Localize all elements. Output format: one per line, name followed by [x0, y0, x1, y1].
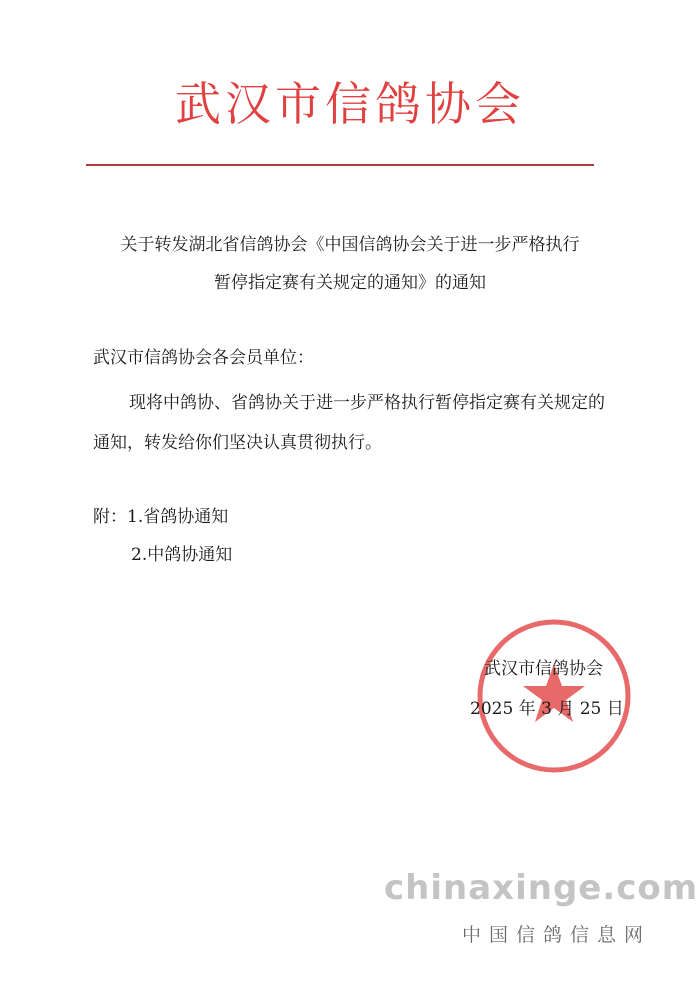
header-divider — [86, 164, 594, 166]
body-paragraph: 现将中鸽协、省鸽协关于进一步严格执行暂停指定赛有关规定的通知，转发给你们坚决认真贯彻执行。 — [93, 393, 605, 453]
notice-title-line-1: 关于转发湖北省信鸽协会《中国信鸽协会关于进一步严格执行 — [120, 235, 580, 255]
notice-title — [60, 226, 640, 302]
watermark-site: chinaxinge.com — [384, 868, 699, 908]
signature-organization: 武汉市信鸽协会 — [484, 659, 603, 679]
notice-title-line-2: 暂停指定赛有关规定的通知》的通知 — [214, 273, 486, 293]
salutation: 武汉市信鸽协会各会员单位： — [93, 348, 314, 368]
attachment-item-2: 2.中鸽协通知 — [131, 545, 233, 565]
attachment-item-1: 附：1.省鸽协通知 — [93, 507, 229, 527]
watermark-site-name: 中国信鸽信息网 — [462, 924, 652, 946]
signature-date: 2025 年 3 月 25 日 — [470, 699, 624, 719]
org-header-title: 武汉市信鸽协会 — [175, 77, 525, 131]
